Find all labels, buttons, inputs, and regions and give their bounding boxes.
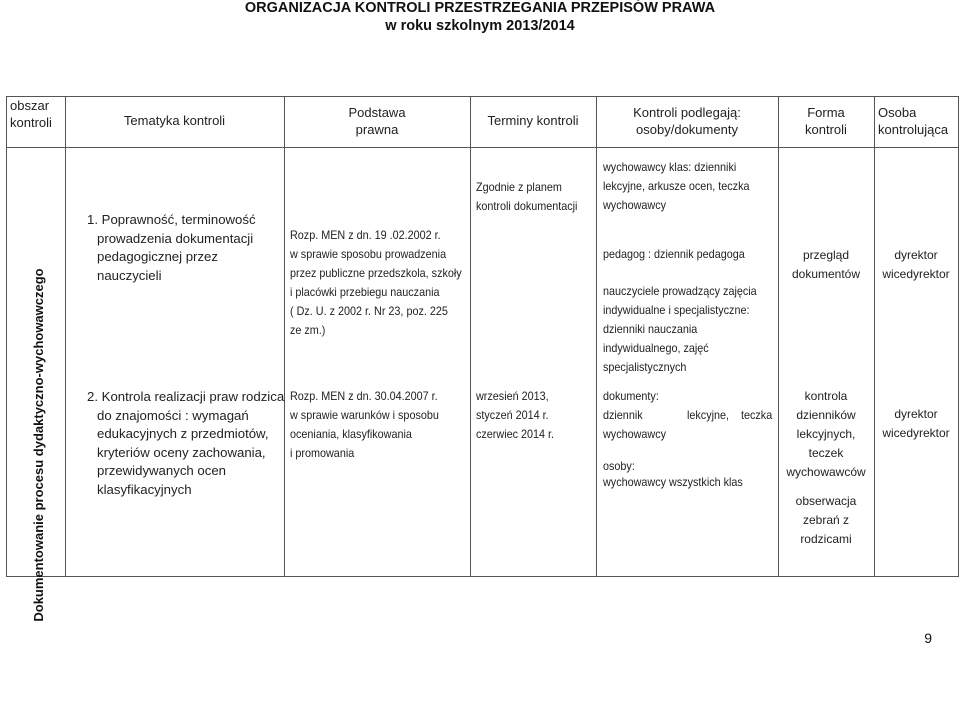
row2-law: Rozp. MEN z dn. 30.04.2007 r. w sprawie warunków i sposobu oceniania, klasyfikowania i promowania <box>290 389 439 460</box>
document-title: ORGANIZACJA KONTROLI PRZESTRZEGANIA PRZEPISÓW PRAWA <box>244 0 716 16</box>
control-table <box>6 96 959 622</box>
row1-subject-b: pedagog : dziennik pedagoga <box>603 247 745 261</box>
header-tematyka: Tematyka kontroli <box>123 113 226 128</box>
document-subtitle: w roku szkolnym 2013/2014 <box>385 18 575 34</box>
row1-person: dyrektor wicedyrektor <box>882 248 950 281</box>
row2-person: dyrektor wicedyrektor <box>882 407 950 440</box>
row2-topic: 2. Kontrola realizacji praw rodzica do znajomości : wymagań edukacyjnych z przedmiotów, kryteriów oceny zachowania, przewidywanych ocen klasyfikacyjnych <box>87 389 285 497</box>
header-osoba: Osoba kontrolująca <box>878 105 949 137</box>
header-obszar: obszar kontroli <box>10 98 52 130</box>
header-terminy: Terminy kontroli <box>487 113 579 128</box>
row2-subject-docs-2: wychowawcy <box>603 427 667 441</box>
row2-form: kontrola dzienników lekcyjnych, teczek wychowawców obserwacja zebrań z rodzicami <box>786 389 866 546</box>
row1-term: Zgodnie z planem kontroli dokumentacji <box>476 180 578 213</box>
header-podlegaja: Kontroli podlegają: osoby/dokumenty <box>633 105 741 137</box>
row1-topic: 1. Poprawność, terminowość prowadzenia dokumentacji pedagogicznej przez nauczycieli <box>87 212 256 283</box>
row2-subject-docs-line: dziennik lekcyjne, teczka <box>603 408 773 422</box>
row1-subject-a: wychowawcy klas: dzienniki lekcyjne, arkusze ocen, teczka wychowawcy <box>603 160 750 212</box>
header-forma: Forma kontroli <box>805 105 847 137</box>
row2-term: wrzesień 2013, styczeń 2014 r. czerwiec 2014 r. <box>476 389 555 441</box>
page-number: 9 <box>924 630 932 646</box>
row2-subject-persons: wychowawcy wszystkich klas <box>603 475 743 489</box>
row1-law: Rozp. MEN z dn. 19 .02.2002 r. w sprawie sposobu prowadzenia przez publiczne przedszkola, szkoły i placówki przebiegu nauczania ( Dz. U. z 2002 r. Nr 23, poz. 225 ze zm.) <box>290 228 462 337</box>
header-podstawa: Podstawa prawna <box>348 105 406 137</box>
row2-subject-persons-label: osoby: <box>603 459 635 473</box>
row1-subject-c: nauczyciele prowadzący zajęcia indywidualne i specjalistyczne: dzienniki nauczania indywidualnego, zajęć specjalistycznych <box>603 284 757 374</box>
row2-subject-docs-label: dokumenty: <box>603 389 659 403</box>
row1-form: przegląd dokumentów <box>791 248 861 281</box>
area-label: Dokumentowanie procesu dydaktyczno-wychowawczego <box>31 268 46 622</box>
